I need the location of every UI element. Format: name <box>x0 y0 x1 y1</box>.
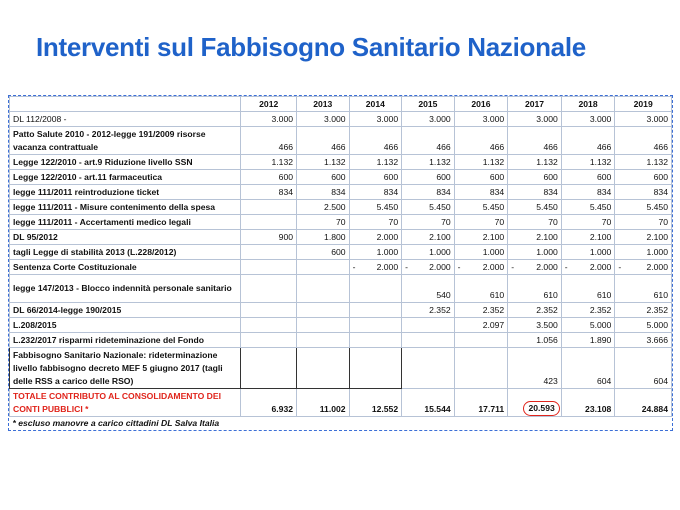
value-cell: 2.352 <box>402 303 455 318</box>
minus-sign: - <box>564 261 568 272</box>
value-cell: 1.132 <box>349 155 402 170</box>
value-cell: 5.450 <box>349 200 402 215</box>
value-cell: 610 <box>508 275 562 303</box>
value-cell <box>402 348 455 389</box>
value-cell <box>402 318 455 333</box>
value-cell: 1.132 <box>615 155 672 170</box>
minus-sign: - <box>618 261 622 272</box>
year-header: 2018 <box>561 97 615 112</box>
table-row <box>10 200 672 215</box>
value-cell: 466 <box>561 127 615 155</box>
row-label: legge 111/2011 - Accertamenti medico legali <box>10 215 241 230</box>
table-row <box>10 260 672 275</box>
year-header: 2017 <box>508 97 562 112</box>
row-label: Legge 122/2010 - art.9 Riduzione livello SSN <box>10 155 241 170</box>
minus-sign: - <box>511 261 515 272</box>
year-header: 2016 <box>454 97 508 112</box>
year-header: 2015 <box>402 97 455 112</box>
value-cell: 466 <box>241 127 297 155</box>
value-cell <box>241 275 297 303</box>
value-cell: 3.000 <box>241 112 297 127</box>
value-cell: 1.000 <box>402 245 455 260</box>
value-cell: 834 <box>615 185 672 200</box>
value-cell: 604 <box>561 348 615 389</box>
value-cell: 2.100 <box>454 230 508 245</box>
value-cell: 466 <box>297 127 350 155</box>
value-cell <box>241 318 297 333</box>
row-label: legge 147/2013 - Blocco indennità personale sanitario <box>10 275 241 303</box>
value-cell: 423 <box>508 348 562 389</box>
value-text: 2.000 <box>536 261 558 272</box>
value-cell: 466 <box>402 127 455 155</box>
table-row <box>10 170 672 185</box>
value-cell: 1.132 <box>402 155 455 170</box>
value-cell: 466 <box>349 127 402 155</box>
header-row <box>10 97 672 112</box>
row-label: L.208/2015 <box>10 318 241 333</box>
value-cell: 466 <box>454 127 508 155</box>
value-cell: 1.890 <box>561 333 615 348</box>
value-cell: 1.000 <box>561 245 615 260</box>
value-text: 2.000 <box>646 261 668 272</box>
value-cell: 3.000 <box>402 112 455 127</box>
value-cell: 1.000 <box>349 245 402 260</box>
total-value-cell <box>508 389 562 417</box>
table-row <box>10 112 672 127</box>
row-label: DL 66/2014-legge 190/2015 <box>10 303 241 318</box>
value-cell: 5.450 <box>402 200 455 215</box>
value-cell <box>297 333 350 348</box>
value-cell: 900 <box>241 230 297 245</box>
footnote: * escluso manovre a carico cittadini DL Salva Italia <box>10 417 672 431</box>
value-cell: 540 <box>402 275 455 303</box>
value-cell: 1.132 <box>508 155 562 170</box>
table-row <box>10 333 672 348</box>
table-row <box>10 215 672 230</box>
value-cell <box>241 333 297 348</box>
value-cell: 600 <box>349 170 402 185</box>
value-cell: 1.132 <box>454 155 508 170</box>
value-cell: 3.000 <box>297 112 350 127</box>
value-cell: 3.000 <box>508 112 562 127</box>
value-cell: 5.450 <box>561 200 615 215</box>
value-cell <box>402 333 455 348</box>
total-value-cell: 24.884 <box>615 389 672 417</box>
value-text: 2.000 <box>376 261 399 272</box>
value-cell: 5.000 <box>615 318 672 333</box>
table-row <box>10 155 672 170</box>
row-label: DL 112/2008 - <box>10 112 241 127</box>
value-text: 2.000 <box>429 261 451 272</box>
total-value-cell: 23.108 <box>561 389 615 417</box>
value-text: 2.000 <box>482 261 505 272</box>
value-cell: 1.000 <box>508 245 562 260</box>
value-cell <box>349 318 402 333</box>
value-cell: 610 <box>454 275 508 303</box>
table-row <box>10 185 672 200</box>
value-cell <box>241 260 297 275</box>
value-cell: 2.100 <box>402 230 455 245</box>
header-corner <box>10 97 241 112</box>
minus-sign: - <box>457 261 461 272</box>
value-cell: 3.666 <box>615 333 672 348</box>
total-row <box>10 389 672 417</box>
value-cell: 600 <box>508 170 562 185</box>
value-cell <box>349 303 402 318</box>
value-cell: 1.800 <box>297 230 350 245</box>
value-cell: 466 <box>615 127 672 155</box>
value-cell: 3.500 <box>508 318 562 333</box>
value-cell: 2.000 <box>349 230 402 245</box>
value-cell <box>561 260 615 275</box>
value-cell: 2.097 <box>454 318 508 333</box>
value-cell: 1.000 <box>615 245 672 260</box>
year-header: 2012 <box>241 97 297 112</box>
value-cell: 1.000 <box>454 245 508 260</box>
value-cell: 2.100 <box>508 230 562 245</box>
value-cell <box>241 303 297 318</box>
row-label: Fabbisogno Sanitario Nazionale: rideterminazione livello fabbisogno decreto MEF 5 giugno 2017 (tagli delle RSS a carico delle RSO) <box>10 348 241 389</box>
value-cell <box>349 260 402 275</box>
value-cell <box>297 275 350 303</box>
table-row <box>10 230 672 245</box>
row-label: legge 111/2011 reintroduzione ticket <box>10 185 241 200</box>
value-cell <box>241 200 297 215</box>
value-cell: 1.132 <box>561 155 615 170</box>
value-cell: 834 <box>402 185 455 200</box>
value-cell: 5.000 <box>561 318 615 333</box>
value-cell <box>297 318 350 333</box>
value-cell <box>454 333 508 348</box>
value-cell <box>508 260 562 275</box>
value-cell: 2.100 <box>561 230 615 245</box>
footnote-row <box>10 417 672 431</box>
value-cell: 466 <box>508 127 562 155</box>
value-cell: 5.450 <box>508 200 562 215</box>
total-label: TOTALE CONTRIBUTO AL CONSOLIDAMENTO DEI CONTI PUBBLICI * <box>10 389 241 417</box>
value-cell: 2.500 <box>297 200 350 215</box>
value-cell: 70 <box>508 215 562 230</box>
total-value-cell: 12.552 <box>349 389 402 417</box>
value-cell <box>241 215 297 230</box>
minus-sign: - <box>352 261 356 272</box>
value-cell: 70 <box>349 215 402 230</box>
value-cell <box>297 303 350 318</box>
value-cell: 600 <box>454 170 508 185</box>
value-cell: 1.056 <box>508 333 562 348</box>
value-cell: 834 <box>561 185 615 200</box>
value-cell <box>349 333 402 348</box>
value-cell: 834 <box>241 185 297 200</box>
table-row <box>10 348 672 389</box>
value-cell: 2.352 <box>508 303 562 318</box>
value-cell: 600 <box>297 170 350 185</box>
total-value-cell: 17.711 <box>454 389 508 417</box>
row-label: DL 95/2012 <box>10 230 241 245</box>
value-cell: 2.352 <box>454 303 508 318</box>
value-cell: 834 <box>508 185 562 200</box>
value-cell <box>402 260 455 275</box>
table-row <box>10 318 672 333</box>
value-cell: 834 <box>454 185 508 200</box>
row-label: legge 111/2011 - Misure contenimento della spesa <box>10 200 241 215</box>
value-cell <box>615 260 672 275</box>
funding-table <box>9 96 672 430</box>
total-value-cell: 11.002 <box>297 389 350 417</box>
total-value-cell: 6.932 <box>241 389 297 417</box>
value-cell: 610 <box>615 275 672 303</box>
value-cell: 70 <box>402 215 455 230</box>
value-cell: 2.352 <box>615 303 672 318</box>
row-label: L.232/2017 risparmi rideteminazione del Fondo <box>10 333 241 348</box>
value-cell <box>454 348 508 389</box>
value-cell: 70 <box>454 215 508 230</box>
table-row <box>10 275 672 303</box>
value-cell: 70 <box>561 215 615 230</box>
value-cell: 2.352 <box>561 303 615 318</box>
value-text: 2.000 <box>589 261 612 272</box>
table-row <box>10 303 672 318</box>
value-cell: 600 <box>561 170 615 185</box>
value-cell: 600 <box>615 170 672 185</box>
value-cell: 5.450 <box>615 200 672 215</box>
row-label: Sentenza Corte Costituzionale <box>10 260 241 275</box>
value-cell: 604 <box>615 348 672 389</box>
value-cell: 610 <box>561 275 615 303</box>
funding-table-container <box>8 95 673 431</box>
row-label: Patto Salute 2010 - 2012-legge 191/2009 risorse vacanza contrattuale <box>10 127 241 155</box>
value-cell: 3.000 <box>561 112 615 127</box>
minus-sign: - <box>405 261 408 272</box>
value-cell: 5.450 <box>454 200 508 215</box>
total-value-cell: 15.544 <box>402 389 455 417</box>
value-cell: 1.132 <box>297 155 350 170</box>
table-row <box>10 127 672 155</box>
year-header: 2019 <box>615 97 672 112</box>
value-cell: 834 <box>349 185 402 200</box>
value-cell <box>297 260 350 275</box>
value-cell: 2.100 <box>615 230 672 245</box>
value-cell <box>297 348 350 389</box>
value-cell: 3.000 <box>349 112 402 127</box>
value-cell: 70 <box>297 215 350 230</box>
value-cell <box>454 260 508 275</box>
highlighted-total-value: 20.593 <box>523 401 559 416</box>
value-cell <box>241 245 297 260</box>
value-cell: 70 <box>615 215 672 230</box>
value-cell <box>241 348 297 389</box>
value-cell: 1.132 <box>241 155 297 170</box>
value-cell: 600 <box>241 170 297 185</box>
value-cell <box>349 348 402 389</box>
value-cell: 3.000 <box>615 112 672 127</box>
value-cell <box>349 275 402 303</box>
page-title: Interventi sul Fabbisogno Sanitario Nazionale <box>36 32 586 62</box>
row-label: Legge 122/2010 - art.11 farmaceutica <box>10 170 241 185</box>
value-cell: 600 <box>297 245 350 260</box>
value-cell: 3.000 <box>454 112 508 127</box>
row-label: tagli Legge di stabilità 2013 (L.228/2012) <box>10 245 241 260</box>
value-cell: 600 <box>402 170 455 185</box>
table-row <box>10 245 672 260</box>
value-cell: 834 <box>297 185 350 200</box>
year-header: 2013 <box>297 97 350 112</box>
year-header: 2014 <box>349 97 402 112</box>
